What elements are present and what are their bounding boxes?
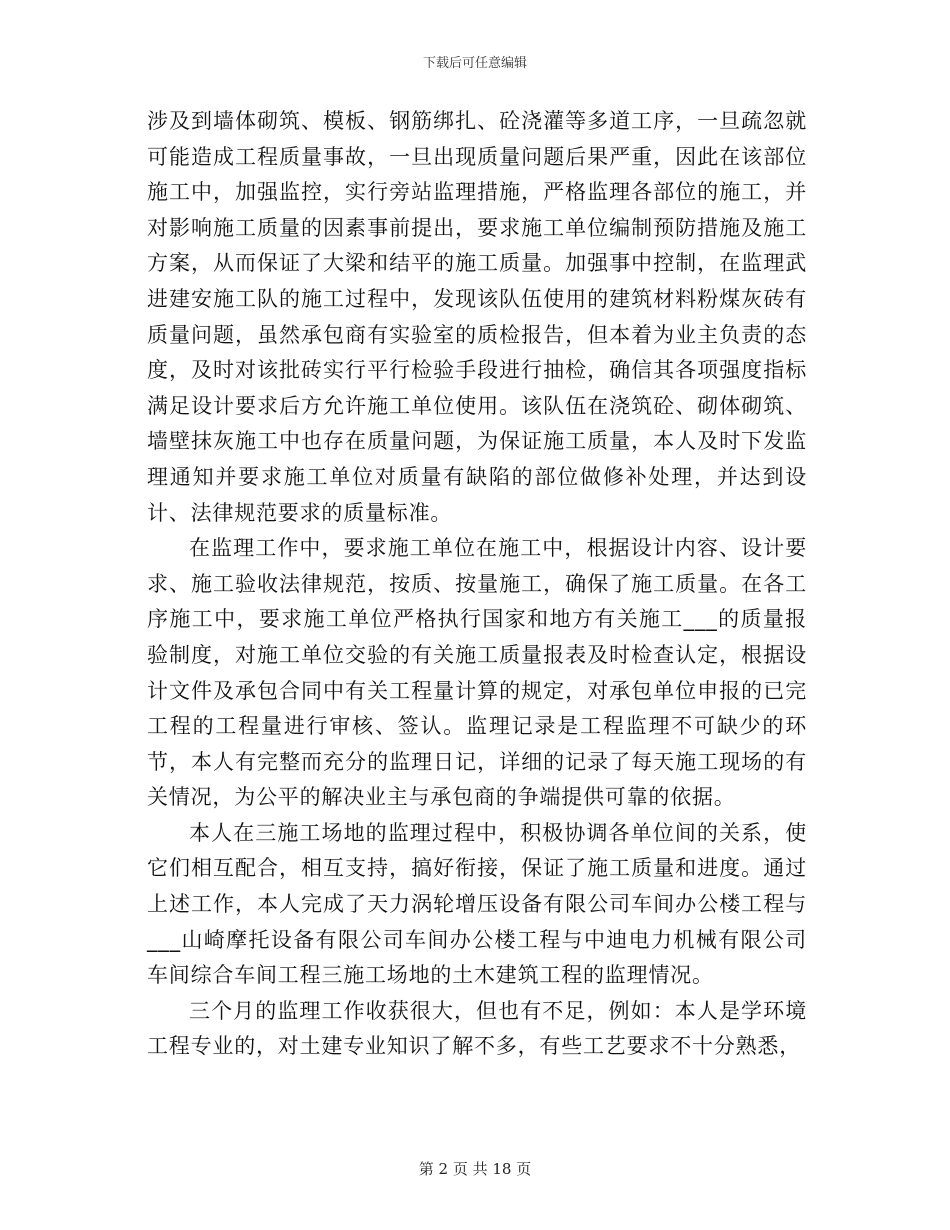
page-footer: 第 2 页 共 18 页 (418, 1160, 532, 1178)
paragraph-3: 本人在三施工场地的监理过程中，积极协调各单位间的关系，使它们相互配合，相互支持，搞好衔接，保证了施工质量和进度。通过上述工作，本人完成了天力涡轮增压设备有限公司车间办公楼工程与___山崎摩托设备有限公司车间办公楼工程与中迪电力机械有限公司车间综合车间工程三施工场地的土木建筑工程的监理情况。 (147, 820, 807, 988)
page-header: 下载后可任意编辑 (422, 56, 527, 71)
paragraph-1: 涉及到墙体砌筑、模板、钢筋绑扎、砼浇灌等多道工序，一旦疏忽就可能造成工程质量事故，一旦出现质量问题后果严重，因此在该部位施工中，加强监控，实行旁站监理措施，严格监理各部位的施工，并对影响施工质量的因素事前提出，要求施工单位编制预防措施及施工方案，从而保证了大梁和结平的施工质量。加强事中控制，在监理武进建安施工队的施工过程中，发现该队伍使用的建筑材料粉煤灰砖有质量问题，虽然承包商有实验室的质检报告，但本着为业主负责的态度，及时对该批砖实行平行检验手段进行抽检，确信其各项强度指标满足设计要求后方允许施工单位使用。该队伍在浇筑砼、砌体砌筑、墙壁抹灰施工中也存在质量问题，为保证施工质量，本人及时下发监理通知并要求施工单位对质量有缺陷的部位做修补处理，并达到设计、法律规范要求的质量标准。 (147, 109, 807, 525)
paragraph-4: 三个月的监理工作收获很大，但也有不足，例如：本人是学环境工程专业的，对土建专业知识了解不多，有些工艺要求不十分熟悉， (147, 998, 807, 1059)
paragraph-2: 在监理工作中，要求施工单位在施工中，根据设计内容、设计要求、施工验收法律规范，按质、按量施工，确保了施工质量。在各工序施工中，要求施工单位严格执行国家和地方有关施工___的质量报验制度，对施工单位交验的有关施工质量报表及时检查认定，根据设计文件及承包合同中有关工程量计算的规定，对承包单位申报的已完工程的工程量进行审核、签认。监理记录是工程监理不可缺少的环节，本人有完整而充分的监理日记，详细的记录了每天施工现场的有关情况，为公平的解决业主与承包商的争端提供可靠的依据。 (147, 536, 807, 810)
document-body (147, 104, 807, 1065)
